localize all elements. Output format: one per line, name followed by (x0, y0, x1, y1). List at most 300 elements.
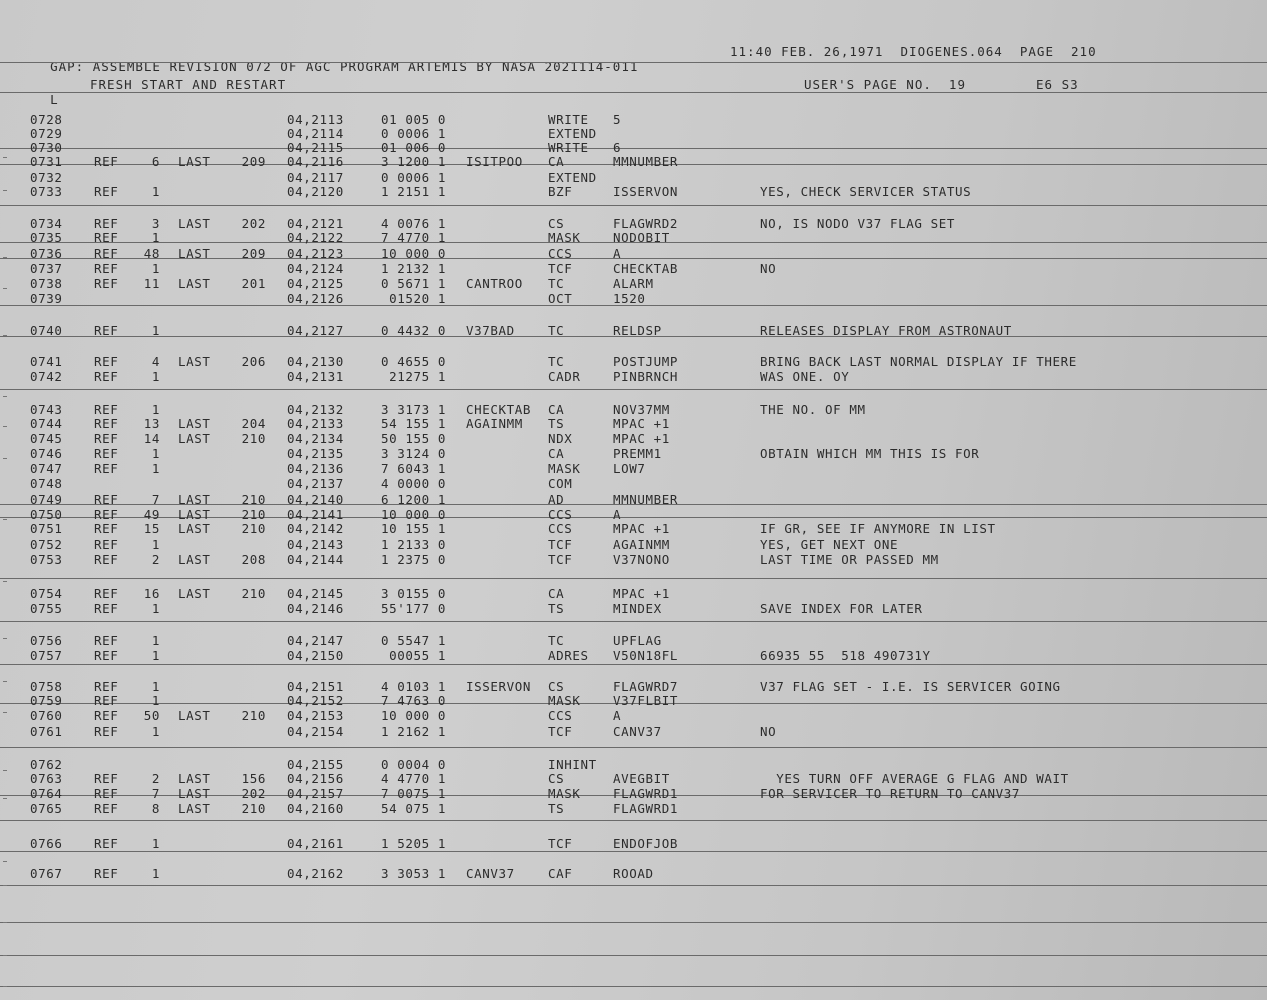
row-op: TS (548, 416, 565, 431)
row-op: TC (548, 633, 565, 648)
row-op: CS (548, 216, 565, 231)
row-rcnt: 1 (151, 836, 160, 851)
row-opd: LOW7 (613, 461, 646, 476)
listing-row (0, 261, 1267, 276)
row-num: 0739 (30, 291, 63, 306)
row-num: 0740 (30, 323, 63, 338)
row-ref: REF (94, 323, 119, 338)
row-cmt: V37 FLAG SET - I.E. IS SERVICER GOING (760, 679, 1061, 694)
row-lpg: 204 (241, 416, 266, 431)
ledger-rule (0, 820, 1267, 821)
row-num: 0735 (30, 230, 63, 245)
row-cmt: OBTAIN WHICH MM THIS IS FOR (760, 446, 980, 461)
ledger-rule (0, 578, 1267, 579)
listing-row (0, 276, 1267, 291)
row-rcnt: 48 (143, 246, 160, 261)
row-code: 10 000 0 (380, 507, 446, 522)
row-num: 0766 (30, 836, 63, 851)
row-opd: FLAGWRD2 (613, 216, 679, 231)
row-code: 7 4763 0 (380, 693, 446, 708)
row-ref: REF (94, 369, 119, 384)
row-opd: MPAC +1 (613, 521, 670, 536)
listing-row (0, 323, 1267, 338)
row-opd: NODOBIT (613, 230, 670, 245)
margin-tick (3, 986, 7, 987)
row-opd: FLAGWRD1 (613, 786, 679, 801)
margin-tick (3, 581, 7, 582)
listing-row (0, 771, 1267, 786)
row-lpg: 210 (241, 521, 266, 536)
row-rcnt: 15 (143, 521, 160, 536)
row-last: LAST (178, 276, 211, 291)
row-num: 0764 (30, 786, 63, 801)
row-code: 3 1200 1 (380, 154, 446, 169)
row-opd: CHECKTAB (613, 261, 679, 276)
margin-tick (3, 396, 7, 397)
row-lbl: ISSERVON (466, 679, 532, 694)
row-ref: REF (94, 537, 119, 552)
row-opd: FLAGWRD1 (613, 801, 679, 816)
row-opd: ALARM (613, 276, 654, 291)
row-rcnt: 11 (143, 276, 160, 291)
row-lbl: V37BAD (466, 323, 515, 338)
row-addr: 04,2157 (287, 786, 344, 801)
row-rcnt: 1 (151, 537, 160, 552)
row-op: CA (548, 402, 565, 417)
listing-row (0, 801, 1267, 816)
row-ref: REF (94, 184, 119, 199)
row-code: 1 2133 0 (380, 537, 446, 552)
ledger-rule (0, 664, 1267, 665)
listing-row (0, 679, 1267, 694)
row-opd: AVEGBIT (613, 771, 670, 786)
listing-row (0, 786, 1267, 801)
row-last: LAST (178, 521, 211, 536)
row-ref: REF (94, 154, 119, 169)
row-addr: 04,2152 (287, 693, 344, 708)
row-cmt: IF GR, SEE IF ANYMORE IN LIST (760, 521, 996, 536)
row-ref: REF (94, 552, 119, 567)
row-code: 0 4655 0 (380, 354, 446, 369)
row-num: 0736 (30, 246, 63, 261)
row-num: 0729 (30, 126, 63, 141)
row-op: MASK (548, 230, 581, 245)
ledger-rule (0, 389, 1267, 390)
row-rcnt: 49 (143, 507, 160, 522)
row-rcnt: 1 (151, 323, 160, 338)
row-code: 1 2375 0 (380, 552, 446, 567)
row-cmt: NO (760, 261, 777, 276)
row-ref: REF (94, 354, 119, 369)
row-code: 3 3173 1 (380, 402, 446, 417)
row-ref: REF (94, 633, 119, 648)
row-last: LAST (178, 786, 211, 801)
row-code: 7 4770 1 (380, 230, 446, 245)
row-rcnt: 1 (151, 648, 160, 663)
row-ref: REF (94, 261, 119, 276)
row-op: MASK (548, 693, 581, 708)
row-opd: ROOAD (613, 866, 654, 881)
ledger-rule (0, 747, 1267, 748)
listing-row (0, 446, 1267, 461)
row-code: 4 4770 1 (380, 771, 446, 786)
row-code: 0 5671 1 (380, 276, 446, 291)
row-opd: V37FLBIT (613, 693, 679, 708)
row-ref: REF (94, 836, 119, 851)
listing-row (0, 648, 1267, 663)
row-addr: 04,2134 (287, 431, 344, 446)
row-num: 0767 (30, 866, 63, 881)
row-op: CAF (548, 866, 573, 881)
listing-row (0, 354, 1267, 369)
row-num: 0763 (30, 771, 63, 786)
row-ref: REF (94, 246, 119, 261)
row-num: 0761 (30, 724, 63, 739)
row-addr: 04,2161 (287, 836, 344, 851)
row-cmt: NO (760, 724, 777, 739)
row-cmt: BRING BACK LAST NORMAL DISPLAY IF THERE (760, 354, 1077, 369)
row-opd: A (613, 708, 622, 723)
row-op: AD (548, 492, 565, 507)
row-lpg: 210 (241, 507, 266, 522)
row-num: 0749 (30, 492, 63, 507)
row-ref: REF (94, 461, 119, 476)
row-addr: 04,2146 (287, 601, 344, 616)
row-code: 0 0004 0 (380, 757, 446, 772)
row-addr: 04,2130 (287, 354, 344, 369)
listing-row (0, 537, 1267, 552)
row-code: 50 155 0 (380, 431, 446, 446)
row-num: 0742 (30, 369, 63, 384)
row-code: 01520 1 (389, 291, 446, 306)
row-lpg: 210 (241, 708, 266, 723)
row-op: TS (548, 601, 565, 616)
margin-tick (3, 922, 7, 923)
row-addr: 04,2144 (287, 552, 344, 567)
ledger-rule (0, 621, 1267, 622)
row-op: INHINT (548, 757, 597, 772)
listing-row (0, 552, 1267, 567)
listing-row (0, 866, 1267, 881)
row-num: 0737 (30, 261, 63, 276)
row-last: LAST (178, 416, 211, 431)
listing-row (0, 431, 1267, 446)
row-op: MASK (548, 786, 581, 801)
row-op: CA (548, 586, 565, 601)
row-opd: A (613, 507, 622, 522)
row-rcnt: 1 (151, 261, 160, 276)
row-last: LAST (178, 246, 211, 261)
listing-row (0, 112, 1267, 127)
row-ref: REF (94, 521, 119, 536)
row-rcnt: 1 (151, 230, 160, 245)
row-opd: PINBRNCH (613, 369, 679, 384)
row-ref: REF (94, 601, 119, 616)
row-op: TC (548, 276, 565, 291)
row-opd: AGAINMM (613, 537, 670, 552)
row-rcnt: 1 (151, 369, 160, 384)
row-code: 0 0006 1 (380, 170, 446, 185)
row-op: WRITE (548, 112, 589, 127)
row-op: WRITE (548, 140, 589, 155)
row-rcnt: 4 (151, 354, 160, 369)
row-addr: 04,2114 (287, 126, 344, 141)
row-cmt: NO, IS NODO V37 FLAG SET (760, 216, 956, 231)
row-op: CADR (548, 369, 581, 384)
row-op: MASK (548, 461, 581, 476)
row-op: CA (548, 154, 565, 169)
row-last: LAST (178, 354, 211, 369)
listing-row (0, 708, 1267, 723)
row-addr: 04,2151 (287, 679, 344, 694)
row-lbl: AGAINMM (466, 416, 523, 431)
row-code: 7 0075 1 (380, 786, 446, 801)
row-cmt: LAST TIME OR PASSED MM (760, 552, 939, 567)
row-num: 0747 (30, 461, 63, 476)
row-cmt: WAS ONE. OY (760, 369, 850, 384)
row-op: CCS (548, 521, 573, 536)
row-num: 0755 (30, 601, 63, 616)
row-code: 21275 1 (389, 369, 446, 384)
row-code: 10 000 0 (380, 246, 446, 261)
row-addr: 04,2162 (287, 866, 344, 881)
row-rcnt: 13 (143, 416, 160, 431)
row-cmt: 66935 55 518 490731Y (760, 648, 931, 663)
row-addr: 04,2116 (287, 154, 344, 169)
row-num: 0765 (30, 801, 63, 816)
row-addr: 04,2125 (287, 276, 344, 291)
row-rcnt: 3 (151, 216, 160, 231)
row-cmt: RELEASES DISPLAY FROM ASTRONAUT (760, 323, 1012, 338)
row-cmt: YES TURN OFF AVERAGE G FLAG AND WAIT (760, 771, 1069, 786)
row-lpg: 202 (241, 216, 266, 231)
row-op: EXTEND (548, 126, 597, 141)
row-op: CS (548, 679, 565, 694)
row-opd: FLAGWRD7 (613, 679, 679, 694)
listing-row (0, 402, 1267, 417)
row-addr: 04,2123 (287, 246, 344, 261)
ledger-rule (0, 986, 1267, 987)
row-lbl: CANTROO (466, 276, 523, 291)
row-rcnt: 1 (151, 693, 160, 708)
listing-row (0, 246, 1267, 261)
row-opd: UPFLAG (613, 633, 662, 648)
row-op: NDX (548, 431, 573, 446)
row-addr: 04,2132 (287, 402, 344, 417)
listing-row (0, 521, 1267, 536)
row-last: LAST (178, 586, 211, 601)
row-lbl: CANV37 (466, 866, 515, 881)
assembly-title: GAP: ASSEMBLE REVISION 072 OF AGC PROGRAM ARTEMIS BY NASA 2021114-011 (50, 59, 639, 74)
row-ref: REF (94, 276, 119, 291)
row-rcnt: 50 (143, 708, 160, 723)
listing-row (0, 216, 1267, 231)
row-op: TCF (548, 836, 573, 851)
row-opd: POSTJUMP (613, 354, 679, 369)
row-addr: 04,2160 (287, 801, 344, 816)
page-code: E6 S3 (1036, 77, 1079, 92)
row-ref: REF (94, 708, 119, 723)
row-opd: MINDEX (613, 601, 662, 616)
row-code: 6 1200 1 (380, 492, 446, 507)
row-op: CCS (548, 246, 573, 261)
row-op: CS (548, 771, 565, 786)
listing-row (0, 230, 1267, 245)
row-cmt: FOR SERVICER TO RETURN TO CANV37 (760, 786, 1021, 801)
row-opd: PREMM1 (613, 446, 662, 461)
row-opd: MPAC +1 (613, 431, 670, 446)
row-rcnt: 14 (143, 431, 160, 446)
row-code: 0 4432 0 (380, 323, 446, 338)
row-addr: 04,2154 (287, 724, 344, 739)
row-num: 0743 (30, 402, 63, 417)
row-rcnt: 1 (151, 633, 160, 648)
listing-row (0, 586, 1267, 601)
row-op: TC (548, 323, 565, 338)
row-code: 3 0155 0 (380, 586, 446, 601)
row-opd: MPAC +1 (613, 416, 670, 431)
ledger-rule (0, 205, 1267, 206)
row-cmt: THE NO. OF MM (760, 402, 866, 417)
row-lbl: CHECKTAB (466, 402, 532, 417)
row-last: LAST (178, 552, 211, 567)
row-num: 0746 (30, 446, 63, 461)
row-ref: REF (94, 724, 119, 739)
row-opd: V50N18FL (613, 648, 679, 663)
listing-row (0, 633, 1267, 648)
row-cmt: YES, GET NEXT ONE (760, 537, 899, 552)
listing-row (0, 154, 1267, 169)
row-ref: REF (94, 866, 119, 881)
row-lpg: 209 (241, 246, 266, 261)
row-op: CA (548, 446, 565, 461)
row-addr: 04,2140 (287, 492, 344, 507)
ledger-rule (0, 92, 1267, 93)
row-rcnt: 7 (151, 492, 160, 507)
row-addr: 04,2143 (287, 537, 344, 552)
row-code: 4 0000 0 (380, 476, 446, 491)
row-opd: RELDSP (613, 323, 662, 338)
users-page-number: USER'S PAGE NO. 19 (804, 77, 966, 92)
row-opd: 6 (613, 140, 622, 155)
row-code: 1 5205 1 (380, 836, 446, 851)
row-ref: REF (94, 507, 119, 522)
row-lpg: 209 (241, 154, 266, 169)
row-opd: MMNUMBER (613, 492, 679, 507)
row-num: 0744 (30, 416, 63, 431)
row-addr: 04,2136 (287, 461, 344, 476)
row-code: 0 0006 1 (380, 126, 446, 141)
row-last: LAST (178, 154, 211, 169)
row-op: COM (548, 476, 573, 491)
row-op: TCF (548, 552, 573, 567)
row-op: TCF (548, 724, 573, 739)
row-rcnt: 1 (151, 461, 160, 476)
row-num: 0733 (30, 184, 63, 199)
listing-row (0, 170, 1267, 185)
listing-row (0, 291, 1267, 306)
row-op: TS (548, 801, 565, 816)
row-num: 0730 (30, 140, 63, 155)
row-addr: 04,2135 (287, 446, 344, 461)
row-opd: MMNUMBER (613, 154, 679, 169)
row-code: 1 2151 1 (380, 184, 446, 199)
listing-row (0, 369, 1267, 384)
row-ref: REF (94, 648, 119, 663)
row-addr: 04,2113 (287, 112, 344, 127)
row-lpg: 208 (241, 552, 266, 567)
row-num: 0745 (30, 431, 63, 446)
listing-row (0, 507, 1267, 522)
row-opd: CANV37 (613, 724, 662, 739)
row-rcnt: 1 (151, 724, 160, 739)
row-num: 0758 (30, 679, 63, 694)
row-opd: ENDOFJOB (613, 836, 679, 851)
listing-row (0, 724, 1267, 739)
ledger-rule (0, 62, 1267, 63)
row-lpg: 201 (241, 276, 266, 291)
row-addr: 04,2141 (287, 507, 344, 522)
listing-row (0, 461, 1267, 476)
row-rcnt: 1 (151, 679, 160, 694)
ledger-rule (0, 922, 1267, 923)
margin-tick (3, 885, 7, 886)
listing-row (0, 476, 1267, 491)
row-opd: ISSERVON (613, 184, 679, 199)
row-opd: 1520 (613, 291, 646, 306)
row-rcnt: 1 (151, 601, 160, 616)
ledger-rule (0, 851, 1267, 852)
listing-row (0, 416, 1267, 431)
row-code: 54 075 1 (380, 801, 446, 816)
row-num: 0734 (30, 216, 63, 231)
row-op: ADRES (548, 648, 589, 663)
row-last: LAST (178, 492, 211, 507)
row-num: 0728 (30, 112, 63, 127)
row-code: 4 0076 1 (380, 216, 446, 231)
row-opd: 5 (613, 112, 622, 127)
row-lpg: 210 (241, 586, 266, 601)
listing-row (0, 140, 1267, 155)
row-num: 0750 (30, 507, 63, 522)
row-lpg: 210 (241, 801, 266, 816)
row-num: 0756 (30, 633, 63, 648)
row-addr: 04,2133 (287, 416, 344, 431)
row-addr: 04,2153 (287, 708, 344, 723)
margin-tick (3, 861, 7, 862)
listing-row (0, 836, 1267, 851)
row-ref: REF (94, 446, 119, 461)
listing-row (0, 757, 1267, 772)
row-rcnt: 1 (151, 184, 160, 199)
row-opd: A (613, 246, 622, 261)
row-rcnt: 1 (151, 402, 160, 417)
row-last: LAST (178, 431, 211, 446)
row-op: BZF (548, 184, 573, 199)
listing-row (0, 184, 1267, 199)
row-rcnt: 1 (151, 446, 160, 461)
row-rcnt: 8 (151, 801, 160, 816)
row-code: 3 3124 0 (380, 446, 446, 461)
row-addr: 04,2156 (287, 771, 344, 786)
row-code: 01 006 0 (380, 140, 446, 155)
row-code: 54 155 1 (380, 416, 446, 431)
row-opd: NOV37MM (613, 402, 670, 417)
row-addr: 04,2155 (287, 757, 344, 772)
row-rcnt: 2 (151, 552, 160, 567)
row-num: 0751 (30, 521, 63, 536)
row-num: 0732 (30, 170, 63, 185)
